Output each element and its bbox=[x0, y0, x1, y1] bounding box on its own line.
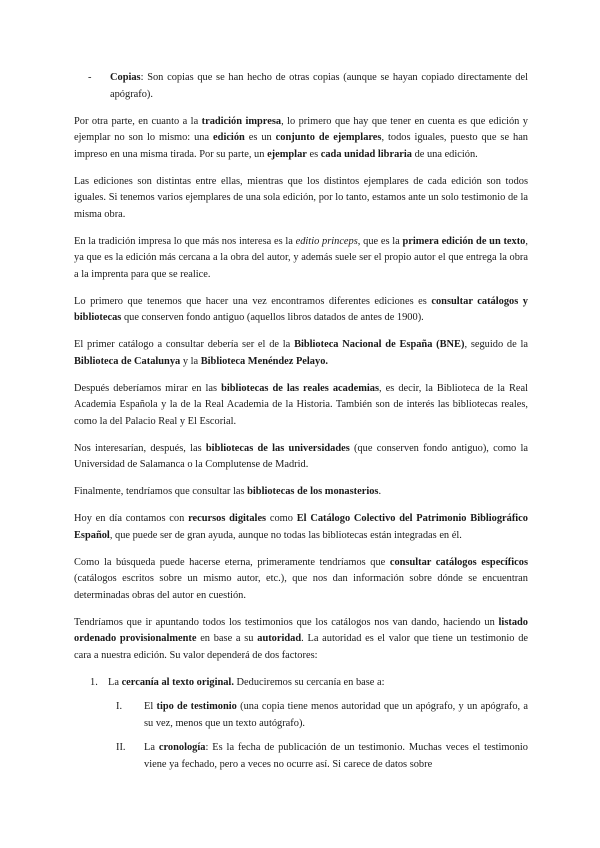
paragraph-catalogos-especificos: Como la búsqueda puede hacerse eterna, primeramente tendríamos que consultar catálogos específicos (catálogos escritos sobre un mismo autor, etc.), que nos dan información sobre dónde se encuentran determinadas obras del autor en cuestión. bbox=[74, 556, 529, 601]
paragraph-universidades: Nos interesarían, después, las bibliotecas de las universidades (que conserven fondo antiguo), como la Universidad de Salamanca o la Complutense de Madrid. bbox=[74, 442, 528, 470]
paragraph-recursos-digitales: Hoy en día contamos con recursos digitales como El Catálogo Colectivo del Patrimonio Bibliográfico Español, que puede ser de gran ayuda, aunque no todas las bibliotecas están integradas en él. bbox=[74, 513, 528, 541]
numbered-item-cercania bbox=[90, 675, 528, 692]
paragraph-primer-catalogo: El primer catálogo a consultar debería ser el de la Biblioteca Nacional de España (BNE), seguido de la Biblioteca de Catalunya y la Biblioteca Menéndez Pelayo. bbox=[74, 339, 529, 367]
paragraph-tradicion-impresa: Por otra parte, en cuanto a la tradición impresa, lo primero que hay que tener en cuenta es que edición y ejemplar no son lo mismo: una edición es un conjunto de ejemplares, todos iguales, puesto que se han impreso en una misma tirada. Por su parte, un ejemplar es cada unidad libraria de una edición. bbox=[74, 115, 528, 160]
dash-bullet: - bbox=[88, 72, 92, 83]
list-item-copias bbox=[88, 70, 528, 103]
list-item-text: La cercanía al texto original. Deduciremos su cercanía en base a: bbox=[108, 676, 385, 688]
paragraph-editio-princeps: En la tradición impresa lo que más nos interesa es la editio princeps, que es la primera edición de un texto, ya que es la edición más cercana a la obra del autor, y además suele ser el propio autor el que entrega la obra a la imprenta para que se realice. bbox=[74, 235, 528, 280]
roman-item-cronologia bbox=[116, 740, 528, 773]
document-body bbox=[74, 70, 528, 781]
roman-numeral: I. bbox=[116, 701, 123, 712]
paragraph-monasterios: Finalmente, tendríamos que consultar las bibliotecas de los monasterios. bbox=[74, 486, 382, 497]
list-number: 1. bbox=[90, 676, 98, 688]
term-copias: Copias bbox=[110, 72, 141, 83]
paragraph-reales-academias: Después deberíamos mirar en las bibliotecas de las reales academias, es decir, la Biblioteca de la Real Academia Española y la de la Real Academia de la Historia. También son de interés las bibliotecas reales, como la del Palacio Real y El Escorial. bbox=[74, 382, 528, 427]
list-item-text: Copias: Son copias que se han hecho de otras copias (aunque se hayan copiado directamente del apógrafo). bbox=[110, 72, 528, 100]
paragraph-autoridad: Tendríamos que ir apuntando todos los testimonios que los catálogos nos van dando, haciendo un listado ordenado provisionalmente en base a su autoridad. La autoridad es el valor que tiene un testimonio de cara a nuestra edición. Su valor dependerá de dos factores: bbox=[74, 616, 528, 661]
list-item-text: El tipo de testimonio (una copia tiene menos autoridad que un apógrafo, y un apógrafo, a su vez, menos que un texto autógrafo). bbox=[144, 701, 528, 729]
roman-item-tipo-testimonio bbox=[116, 699, 528, 732]
list-item-text: La cronología: Es la fecha de publicación de un testimonio. Muchas veces el testimonio viene ya fechado, pero a veces no ocurre así. Si carece de datos sobre bbox=[144, 742, 528, 770]
paragraph-consultar-catalogos: Lo primero que tenemos que hacer una vez encontramos diferentes ediciones es consultar catálogos y bibliotecas que conserven fondo antiguo (aquellos libros datados de antes de 1900). bbox=[74, 295, 528, 323]
roman-numeral: II. bbox=[116, 742, 126, 753]
paragraph-ediciones: Las ediciones son distintas entre ellas, mientras que los distintos ejemplares de cada edición son todos iguales. Si tenemos varios ejemplares de una sola edición, por lo tanto, estamos ante un solo testimonio de la misma obra. bbox=[74, 175, 528, 220]
